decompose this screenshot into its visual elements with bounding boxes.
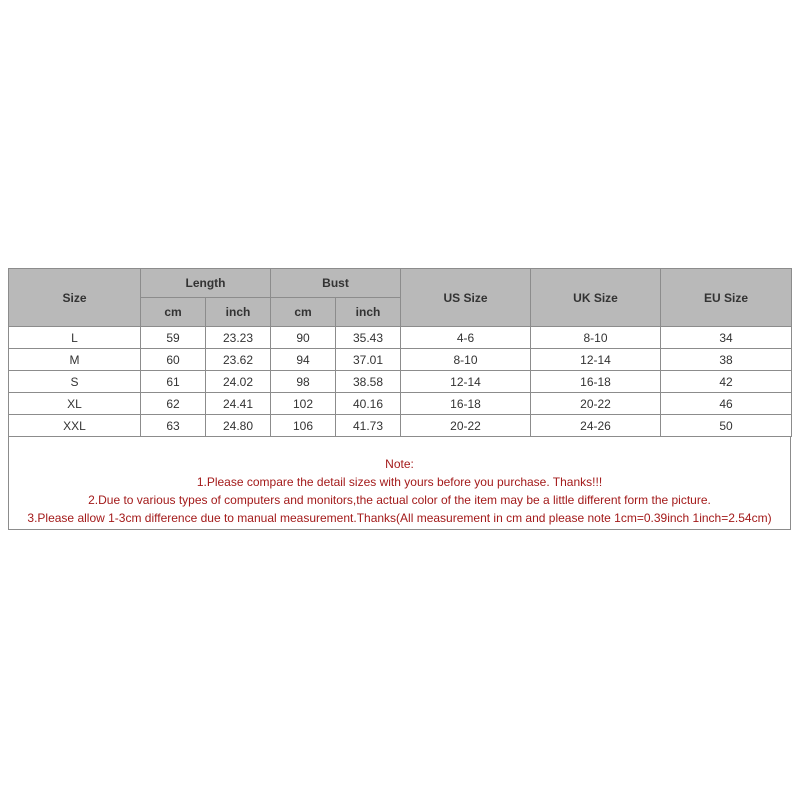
size-table (8, 268, 792, 437)
header-bust-cm: cm (271, 298, 336, 327)
cell-bust-inch: 35.43 (336, 327, 401, 349)
cell-uk-size: 20-22 (531, 393, 661, 415)
cell-us-size: 8-10 (401, 349, 531, 371)
cell-length-inch: 23.23 (206, 327, 271, 349)
cell-uk-size: 12-14 (531, 349, 661, 371)
cell-size: XXL (9, 415, 141, 437)
header-bust-inch: inch (336, 298, 401, 327)
cell-length-cm: 59 (141, 327, 206, 349)
note-line-3: 3.Please allow 1-3cm difference due to manual measurement.Thanks(All measurement in cm and please note 1cm=0.39inch 1inch=2.54cm) (27, 511, 772, 525)
cell-bust-cm: 106 (271, 415, 336, 437)
cell-bust-inch: 38.58 (336, 371, 401, 393)
note-line-2: 2.Due to various types of computers and monitors,the actual color of the item may be a little different form the picture. (88, 493, 711, 507)
header-us-size: US Size (401, 269, 531, 327)
cell-length-inch: 24.02 (206, 371, 271, 393)
notes-box (8, 437, 791, 530)
header-size: Size (9, 269, 141, 327)
cell-bust-inch: 37.01 (336, 349, 401, 371)
cell-eu-size: 50 (661, 415, 792, 437)
cell-us-size: 4-6 (401, 327, 531, 349)
header-bust: Bust (271, 269, 401, 298)
note-line-1: 1.Please compare the detail sizes with yours before you purchase. Thanks!!! (196, 475, 603, 489)
table-row (9, 349, 792, 371)
cell-bust-inch: 40.16 (336, 393, 401, 415)
cell-eu-size: 38 (661, 349, 792, 371)
header-eu-size: EU Size (661, 269, 792, 327)
cell-eu-size: 46 (661, 393, 792, 415)
cell-uk-size: 16-18 (531, 371, 661, 393)
cell-eu-size: 42 (661, 371, 792, 393)
cell-length-cm: 62 (141, 393, 206, 415)
table-row (9, 393, 792, 415)
cell-eu-size: 34 (661, 327, 792, 349)
cell-bust-cm: 94 (271, 349, 336, 371)
cell-size: L (9, 327, 141, 349)
notes-title: Note: (385, 457, 414, 471)
header-length: Length (141, 269, 271, 298)
cell-length-inch: 23.62 (206, 349, 271, 371)
cell-us-size: 20-22 (401, 415, 531, 437)
cell-us-size: 12-14 (401, 371, 531, 393)
cell-uk-size: 24-26 (531, 415, 661, 437)
cell-bust-cm: 90 (271, 327, 336, 349)
cell-size: S (9, 371, 141, 393)
cell-size: M (9, 349, 141, 371)
table-row (9, 327, 792, 349)
size-chart (8, 268, 791, 530)
header-length-cm: cm (141, 298, 206, 327)
cell-length-inch: 24.80 (206, 415, 271, 437)
cell-bust-cm: 98 (271, 371, 336, 393)
header-length-inch: inch (206, 298, 271, 327)
cell-bust-cm: 102 (271, 393, 336, 415)
cell-length-cm: 60 (141, 349, 206, 371)
cell-us-size: 16-18 (401, 393, 531, 415)
table-row (9, 371, 792, 393)
table-row (9, 415, 792, 437)
cell-length-cm: 63 (141, 415, 206, 437)
cell-bust-inch: 41.73 (336, 415, 401, 437)
cell-uk-size: 8-10 (531, 327, 661, 349)
header-uk-size: UK Size (531, 269, 661, 327)
cell-length-cm: 61 (141, 371, 206, 393)
cell-size: XL (9, 393, 141, 415)
cell-length-inch: 24.41 (206, 393, 271, 415)
